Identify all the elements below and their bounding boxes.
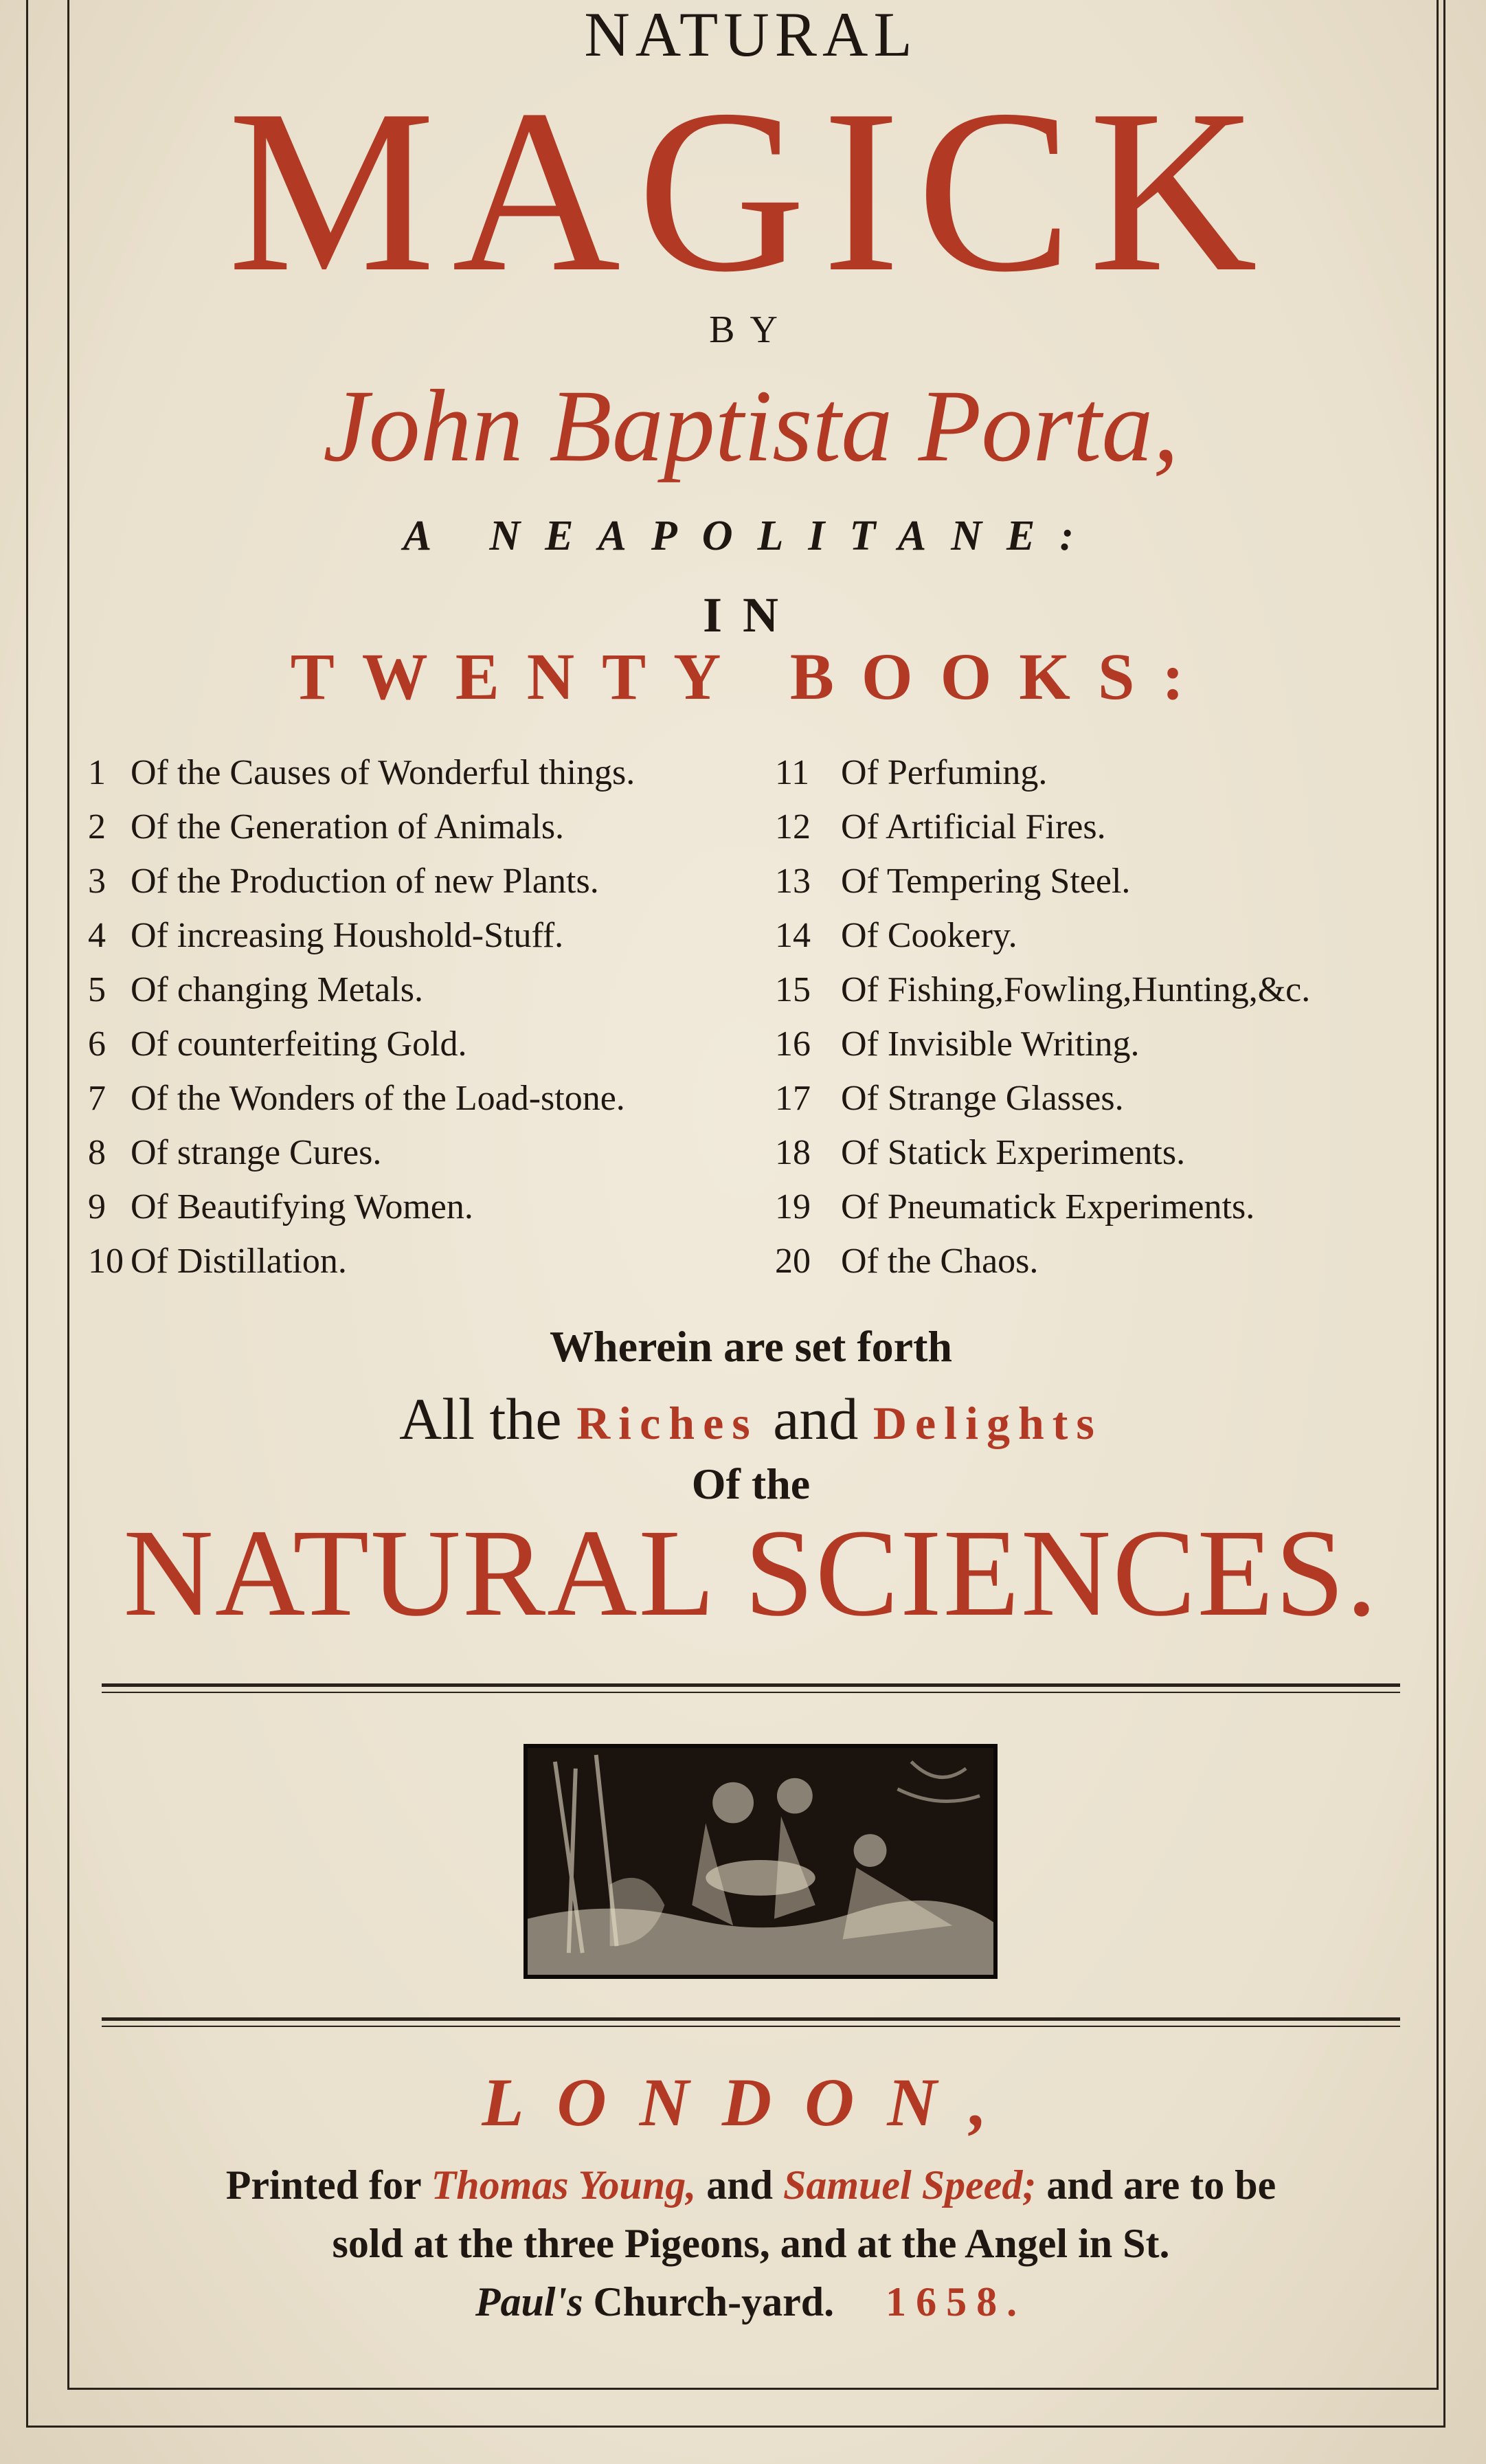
book-title: Of Tempering Steel. [841,862,1131,901]
and-text: and [706,2162,774,2208]
book-entry [88,1125,775,1180]
book-title: Of the Production of new Plants. [131,862,599,901]
title-line-by: BY [709,309,793,351]
book-title: Of Artificial Fires. [841,807,1106,847]
divider-rule [102,1683,1400,1687]
book-number: 5 [88,970,106,1009]
of-the-line: Of the [691,1459,811,1508]
book-entry [775,746,1434,800]
book-title: Of strange Cures. [131,1133,382,1172]
book-number: 19 [775,1187,811,1227]
book-title: Of Invisible Writing. [841,1024,1140,1064]
book-entry [88,1234,775,1288]
book-title: Of Beautifying Women. [131,1187,473,1227]
book-entry [88,1017,775,1071]
riches-delights-line [67,1381,1434,1461]
printer-samuel-speed: Samuel Speed; [783,2162,1037,2208]
book-title: Of the Wonders of the Load-stone. [131,1079,625,1118]
delights-text: Delights [873,1397,1103,1449]
book-title: Of Strange Glasses. [841,1079,1124,1118]
book-number: 13 [775,862,811,901]
book-number: 9 [88,1187,106,1227]
book-number: 17 [775,1079,811,1118]
natural-sciences-line: NATURAL SCIENCES. [123,1504,1379,1642]
book-number: 11 [775,753,810,792]
book-number: 18 [775,1133,811,1172]
book-entry [775,908,1434,963]
book-entry [775,800,1434,854]
book-title: Of Distillation. [131,1242,347,1281]
book-title: Of Pneumatick Experiments. [841,1187,1255,1227]
divider-rule [102,1692,1400,1693]
book-entry [775,963,1434,1017]
book-title: Of increasing Houshold-Stuff. [131,916,564,955]
book-number: 8 [88,1133,106,1172]
imprint-year: 1658. [886,2279,1027,2325]
wherein-line: Wherein are set forth [550,1322,952,1371]
book-entry [88,1071,775,1125]
book-number: 20 [775,1242,811,1281]
book-title: Of changing Metals. [131,970,424,1009]
book-entry [775,1017,1434,1071]
author-origin: A NEAPOLITANE: [403,513,1099,559]
book-entry [775,1071,1434,1125]
book-entry [775,1234,1434,1288]
book-number: 6 [88,1024,106,1064]
book-number: 16 [775,1024,811,1064]
book-entry [88,800,775,854]
book-title: Of the Chaos. [841,1242,1039,1281]
title-line-twenty-books: TWENTY BOOKS: [290,640,1212,713]
book-entry [775,854,1434,908]
book-title: Of Cookery. [841,916,1017,955]
book-number: 3 [88,862,106,901]
divider-rule [102,2026,1400,2027]
woodcut-scene-icon [528,1748,993,1975]
churchyard-text: Church-yard. [593,2279,835,2325]
book-number: 1 [88,753,106,792]
book-entry [88,908,775,963]
book-number: 12 [775,807,811,847]
all-the-text: All the [399,1386,562,1452]
book-number: 14 [775,916,811,955]
author-name: John Baptista Porta, [323,369,1179,483]
book-number: 15 [775,970,811,1009]
and-text: and [773,1386,859,1452]
book-entry [88,1180,775,1234]
book-title: Of the Generation of Animals. [131,807,565,847]
book-number: 4 [88,916,106,955]
book-number: 7 [88,1079,106,1118]
book-entry [88,746,775,800]
book-number: 10 [88,1242,124,1281]
imprint-city: LONDON, [482,2064,1020,2140]
imprint-line-3 [67,2274,1434,2329]
riches-text: Riches [576,1397,758,1449]
printer-thomas-young: Thomas Young, [431,2162,697,2208]
book-number: 2 [88,807,106,847]
book-entry [775,1180,1434,1234]
book-title: Of Perfuming. [841,753,1048,792]
book-entry [88,963,775,1017]
book-title: Of the Causes of Wonderful things. [131,753,635,792]
book-entry [775,1125,1434,1180]
book-entry [88,854,775,908]
title-line-in: IN [702,587,799,642]
book-title: Of Fishing,Fowling,Hunting,&c. [841,970,1311,1009]
title-line-natural: NATURAL [584,0,918,69]
and-are-to-be-text: and are to be [1046,2162,1276,2208]
divider-rule [102,2017,1400,2021]
printed-for-text: Printed for [225,2162,421,2208]
imprint-line-1 [67,2158,1434,2213]
books-column-right [775,746,1434,1288]
book-title: Of counterfeiting Gold. [131,1024,467,1064]
woodcut-illustration [524,1744,998,1979]
title-line-magick: MAGICK [227,61,1274,320]
books-column-left [88,746,775,1288]
pauls-text: Paul's [475,2279,583,2325]
imprint-line-2: sold at the three Pigeons, and at the Angel in St. [332,2221,1170,2266]
book-title: Of Statick Experiments. [841,1133,1186,1172]
